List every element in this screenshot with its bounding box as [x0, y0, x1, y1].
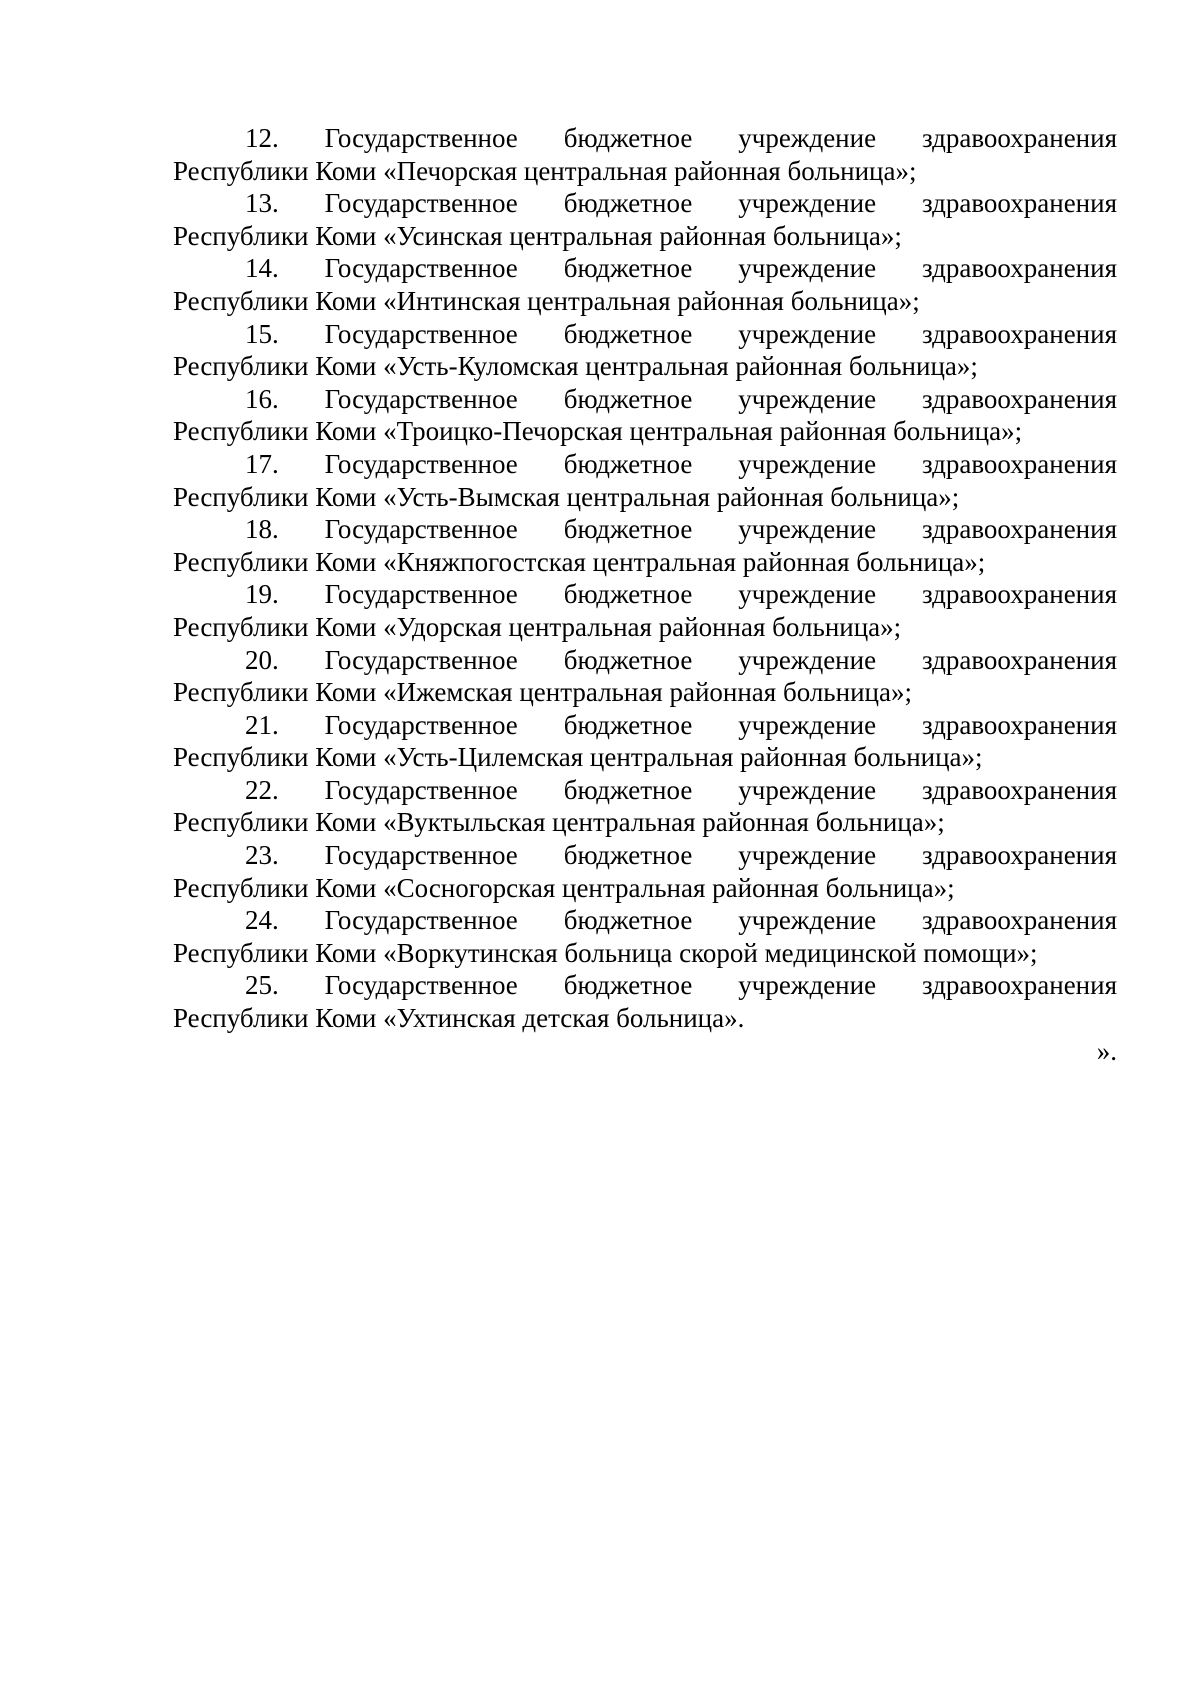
list-item	[173, 448, 1117, 513]
item-word: здравоохранения	[921, 448, 1117, 479]
item-institution-name: Республики Коми «Усть-Куломская центральная районная больница»;	[173, 351, 978, 382]
item-word: бюджетное	[563, 644, 693, 675]
item-institution-name: Республики Коми «Княжпогостская центральная районная больница»;	[173, 546, 986, 577]
item-institution-name: Республики Коми «Троицко-Печорская центральная районная больница»;	[173, 416, 1023, 447]
item-word: учреждение	[738, 448, 877, 479]
item-word: учреждение	[738, 840, 877, 871]
item-word: Государственное	[324, 840, 518, 871]
item-word: здравоохранения	[921, 188, 1117, 219]
list-item	[173, 709, 1117, 774]
item-word: учреждение	[738, 644, 877, 675]
item-first-line	[173, 709, 1117, 742]
list-item	[173, 774, 1117, 839]
item-word: учреждение	[738, 905, 877, 936]
item-word: Государственное	[324, 253, 518, 284]
list-item	[173, 122, 1117, 187]
item-word: бюджетное	[563, 840, 693, 871]
item-word: здравоохранения	[921, 123, 1117, 153]
list-item	[173, 969, 1117, 1034]
list-item	[173, 383, 1117, 448]
item-number: 24.	[245, 905, 279, 936]
item-number: 19.	[245, 579, 279, 610]
list-item	[173, 252, 1117, 317]
item-word: бюджетное	[563, 123, 693, 153]
item-number: 13.	[245, 188, 279, 219]
item-number: 22.	[245, 774, 279, 805]
item-institution-name: Республики Коми «Сосногорская центральная районная больница»;	[173, 872, 955, 903]
item-first-line	[173, 187, 1117, 220]
item-word: бюджетное	[563, 905, 693, 936]
item-number: 25.	[245, 970, 279, 1001]
item-number: 15.	[245, 318, 279, 349]
item-word: здравоохранения	[921, 318, 1117, 349]
item-word: Государственное	[324, 448, 518, 479]
item-first-line	[173, 122, 1117, 155]
item-first-line	[173, 644, 1117, 677]
item-institution-name: Республики Коми «Ижемская центральная районная больница»;	[173, 677, 912, 708]
list-item	[173, 578, 1117, 643]
item-first-line	[173, 969, 1117, 1002]
item-first-line	[173, 904, 1117, 937]
item-institution-name: Республики Коми «Воркутинская больница скорой медицинской помощи»;	[173, 937, 1038, 968]
item-word: учреждение	[738, 514, 877, 545]
item-word: бюджетное	[563, 514, 693, 545]
item-word: здравоохранения	[921, 253, 1117, 284]
item-institution-name: Республики Коми «Удорская центральная районная больница»;	[173, 611, 902, 642]
item-institution-name: Республики Коми «Интинская центральная районная больница»;	[173, 285, 920, 316]
item-word: учреждение	[738, 253, 877, 284]
item-word: бюджетное	[563, 318, 693, 349]
item-word: Государственное	[324, 774, 518, 805]
item-word: бюджетное	[563, 579, 693, 610]
list-item	[173, 513, 1117, 578]
item-word: здравоохранения	[921, 905, 1117, 936]
item-word: учреждение	[738, 970, 877, 1001]
item-institution-name: Республики Коми «Ухтинская детская больница».	[173, 1003, 745, 1034]
item-word: бюджетное	[563, 774, 693, 805]
item-institution-name: Республики Коми «Усинская центральная районная больница»;	[173, 220, 902, 251]
item-word: Государственное	[324, 970, 518, 1001]
item-word: учреждение	[738, 709, 877, 740]
item-word: здравоохранения	[921, 774, 1117, 805]
item-word: Государственное	[324, 514, 518, 545]
item-word: здравоохранения	[921, 709, 1117, 740]
item-word: Государственное	[324, 905, 518, 936]
item-institution-name: Республики Коми «Усть-Вымская центральная районная больница»;	[173, 481, 960, 512]
item-word: Государственное	[324, 123, 518, 153]
item-first-line	[173, 578, 1117, 611]
item-word: учреждение	[738, 383, 877, 414]
item-number: 16.	[245, 383, 279, 414]
item-word: Государственное	[324, 383, 518, 414]
item-number: 12.	[245, 123, 279, 153]
document-body	[173, 122, 1117, 1067]
item-number: 18.	[245, 514, 279, 545]
item-number: 20.	[245, 644, 279, 675]
item-word: бюджетное	[563, 253, 693, 284]
item-word: Государственное	[324, 644, 518, 675]
item-number: 23.	[245, 840, 279, 871]
closing-quote: ».	[1096, 1035, 1117, 1066]
item-first-line	[173, 839, 1117, 872]
list-item	[173, 187, 1117, 252]
item-word: бюджетное	[563, 970, 693, 1001]
item-number: 21.	[245, 709, 279, 740]
item-number: 14.	[245, 253, 279, 284]
item-word: учреждение	[738, 188, 877, 219]
item-word: учреждение	[738, 579, 877, 610]
item-word: учреждение	[738, 123, 877, 153]
item-word: бюджетное	[563, 448, 693, 479]
item-first-line	[173, 513, 1117, 546]
list-item	[173, 839, 1117, 904]
item-first-line	[173, 383, 1117, 416]
list-item	[173, 318, 1117, 383]
item-word: бюджетное	[563, 188, 693, 219]
item-first-line	[173, 774, 1117, 807]
item-word: Государственное	[324, 318, 518, 349]
item-word: Государственное	[324, 709, 518, 740]
item-word: бюджетное	[563, 383, 693, 414]
item-word: здравоохранения	[921, 514, 1117, 545]
item-word: здравоохранения	[921, 970, 1117, 1001]
item-word: бюджетное	[563, 709, 693, 740]
item-institution-name: Республики Коми «Печорская центральная районная больница»;	[173, 155, 917, 186]
item-word: учреждение	[738, 774, 877, 805]
item-first-line	[173, 448, 1117, 481]
list-item	[173, 904, 1117, 969]
item-word: здравоохранения	[921, 383, 1117, 414]
item-number: 17.	[245, 448, 279, 479]
item-word: Государственное	[324, 188, 518, 219]
item-word: здравоохранения	[921, 579, 1117, 610]
item-word: здравоохранения	[921, 644, 1117, 675]
item-word: учреждение	[738, 318, 877, 349]
list-item	[173, 644, 1117, 709]
item-word: здравоохранения	[921, 840, 1117, 871]
item-word: Государственное	[324, 579, 518, 610]
item-institution-name: Республики Коми «Вуктыльская центральная районная больница»;	[173, 807, 945, 838]
item-first-line	[173, 252, 1117, 285]
item-first-line	[173, 318, 1117, 351]
item-institution-name: Республики Коми «Усть-Цилемская центральная районная больница»;	[173, 742, 983, 773]
